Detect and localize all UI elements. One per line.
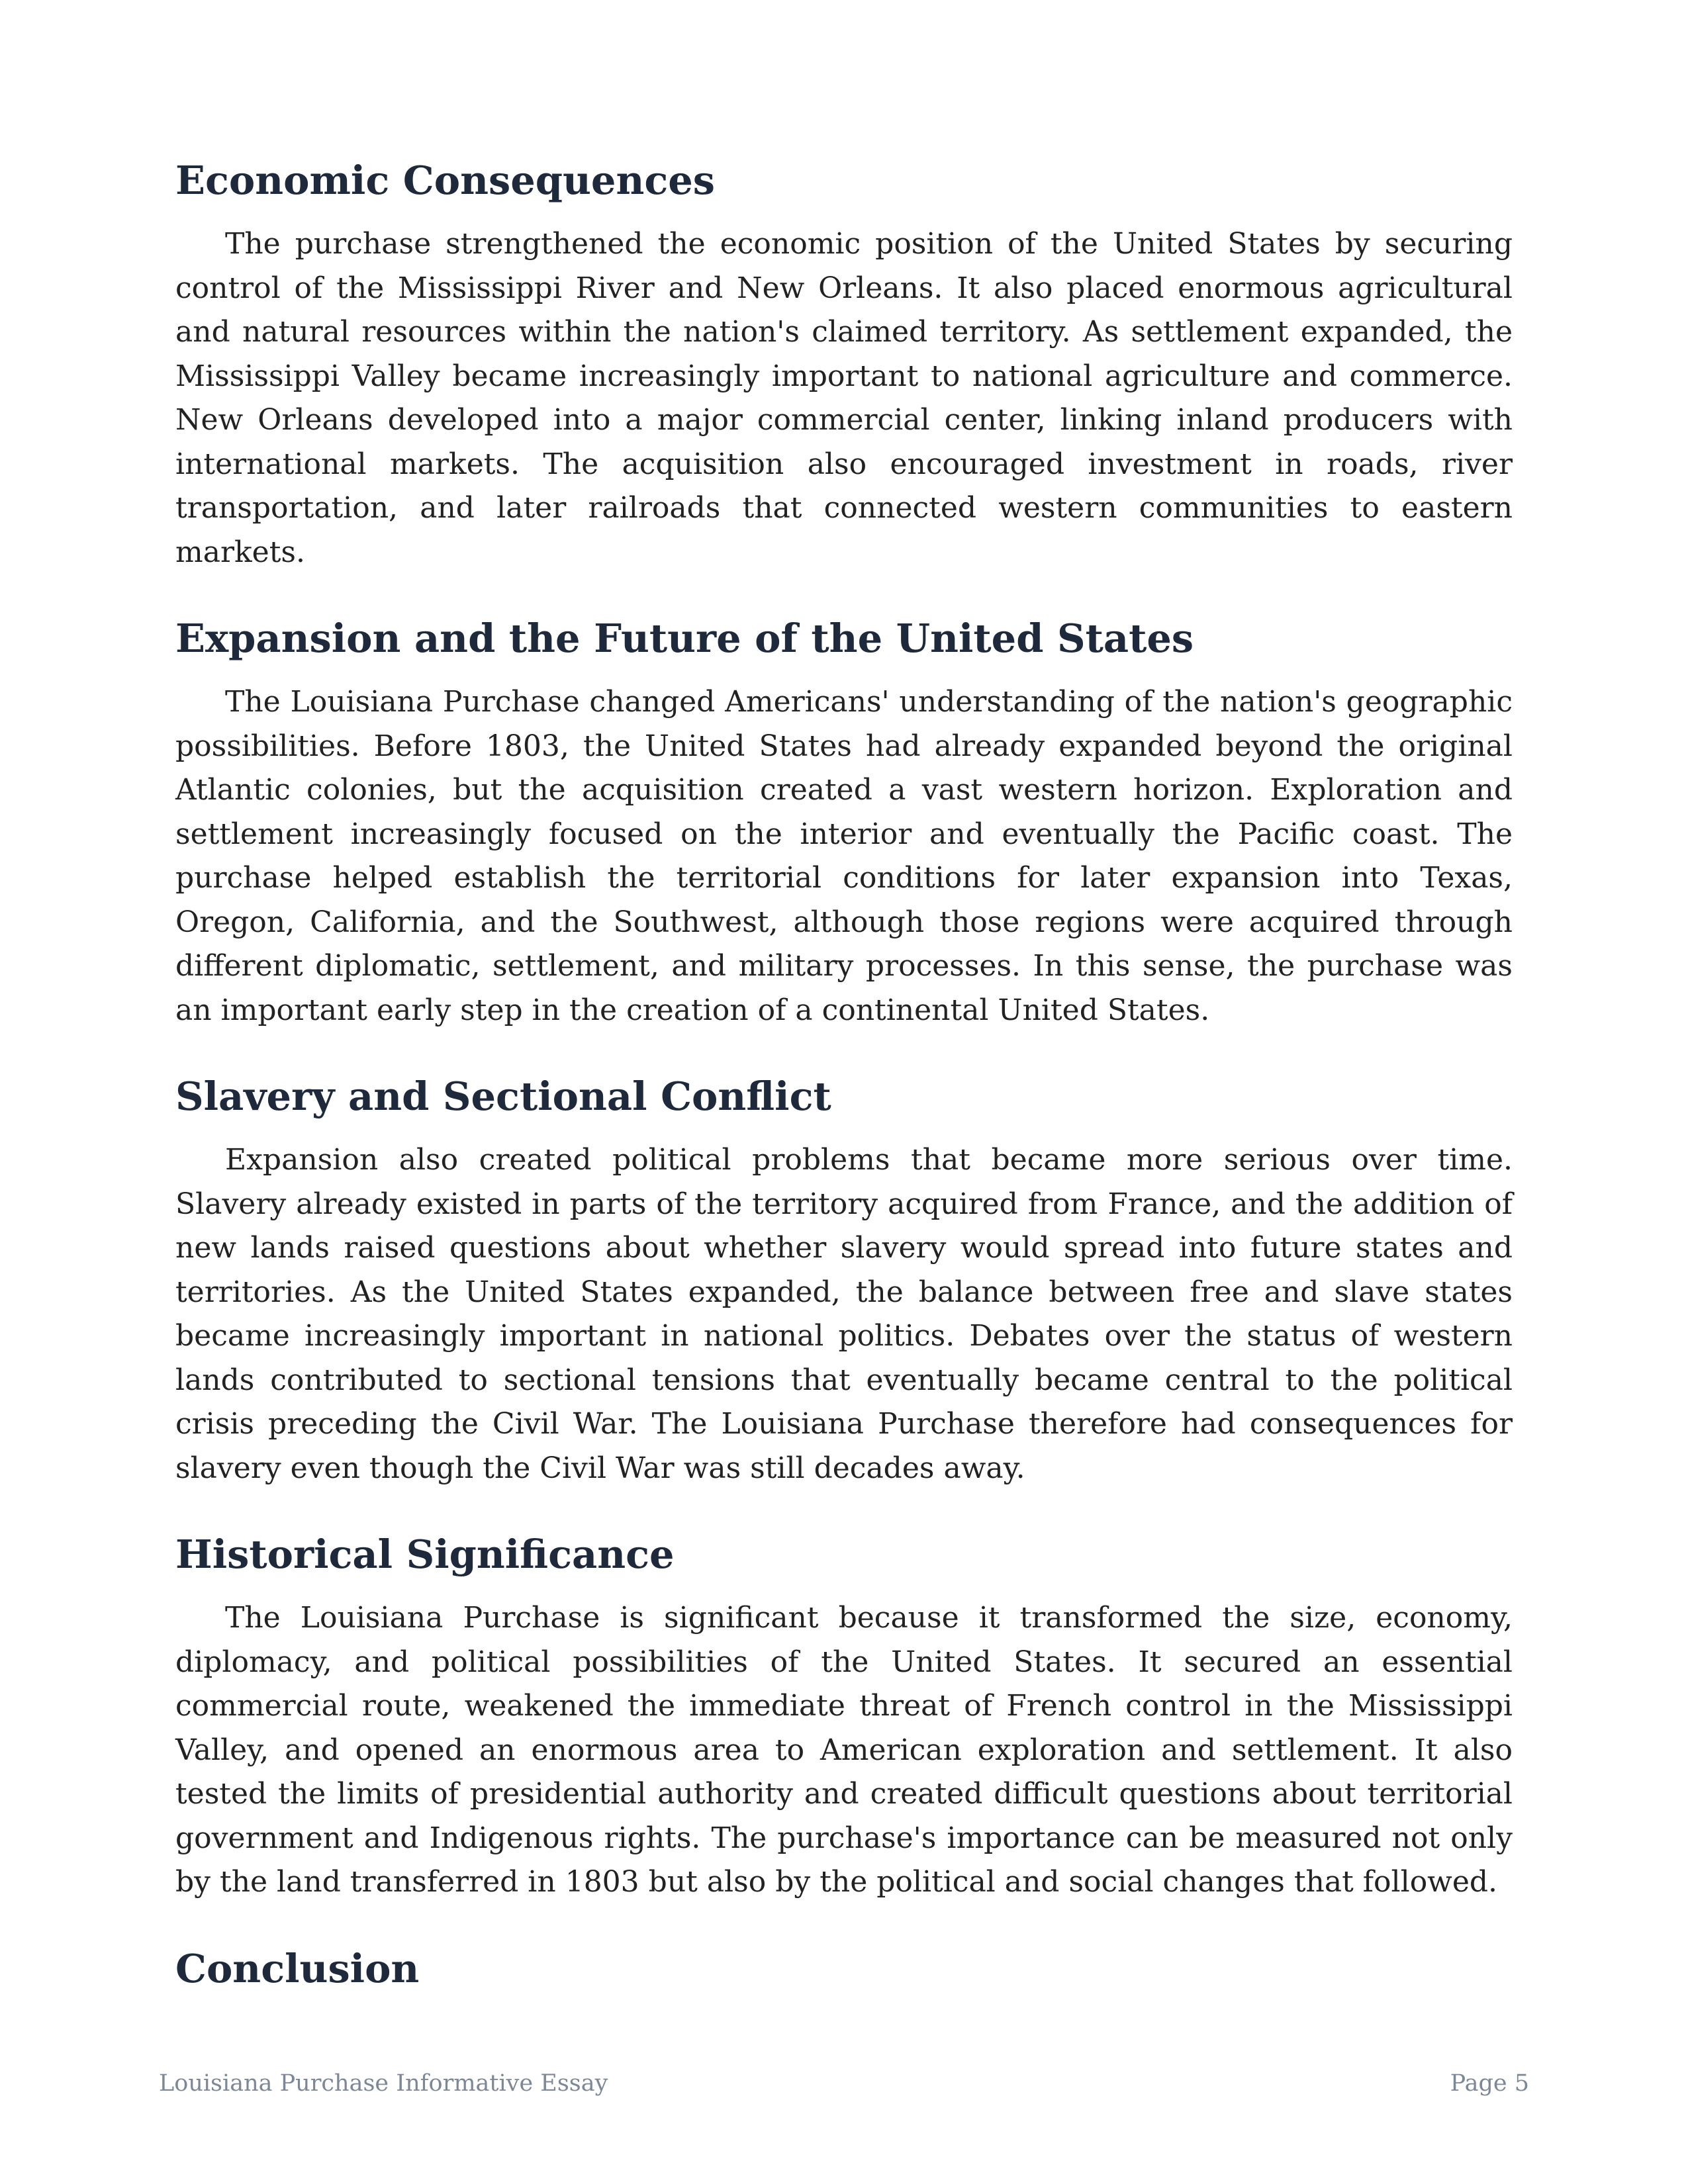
section-heading: Expansion and the Future of the United States [175,615,1194,661]
section-paragraph: The Louisiana Purchase changed Americans' understanding of the nation's geographic possibilities. Before 1803, the United States had already expanded beyond the original Atlantic colonies, but the acquisition created a vast western horizon. Exploration and settlement increasingly focused on the interior and eventually the Pacific coast. The purchase helped establish the territorial conditions for later expansion into Texas, Oregon, California, and the Southwest, although those regions were acquired through different diplomatic, settlement, and military processes. In this sense, the purchase was an important early step in the creation of a continental United States. [175,685,1513,1027]
conclusion-heading: Conclusion [175,1945,420,1991]
section-heading: Historical Significance [175,1531,675,1577]
section-paragraph: The Louisiana Purchase is significant because it transformed the size, economy, diplomacy, and political possibilities of the United States. It secured an essential commercial route, weakened the immediate threat of French control in the Mississippi Valley, and opened an enormous area to American exploration and settlement. It also tested the limits of presidential authority and created difficult questions about territorial government and Indigenous rights. The purchase's importance can be measured not only by the land transferred in 1803 but also by the political and social changes that followed. [175,1601,1513,1899]
section-paragraph: The purchase strengthened the economic position of the United States by securing control of the Mississippi River and New Orleans. It also placed enormous agricultural and natural resources within the nation's claimed territory. As settlement expanded, the Mississippi Valley became increasingly important to national agriculture and commerce. New Orleans developed into a major commercial center, linking inland producers with international markets. The acquisition also encouraged investment in roads, river transportation, and later railroads that connected western communities to eastern markets. [175,227,1513,569]
footer-page-number: Page 5 [1450,2070,1529,2097]
section-historical-significance [175,1527,1513,1905]
section-heading: Economic Consequences [175,158,716,203]
section-slavery [175,1069,1513,1490]
section-heading: Slavery and Sectional Conflict [175,1073,831,1119]
footer-document-title: Louisiana Purchase Informative Essay [159,2070,608,2097]
section-economic-consequences [175,154,1513,574]
section-paragraph: Expansion also created political problems that became more serious over time. Slavery already existed in parts of the territory acquired from France, and the addition of new lands raised questions about whether slavery would spread into future states and territories. As the United States expanded, the balance between free and slave states became increasingly important in national politics. Debates over the status of western lands contributed to sectional tensions that eventually became central to the political crisis preceding the Civil War. The Louisiana Purchase therefore had consequences for slavery even though the Civil War was still decades away. [175,1143,1513,1485]
document-body [175,154,1513,2011]
page-footer [159,2070,1529,2097]
section-expansion [175,612,1513,1032]
